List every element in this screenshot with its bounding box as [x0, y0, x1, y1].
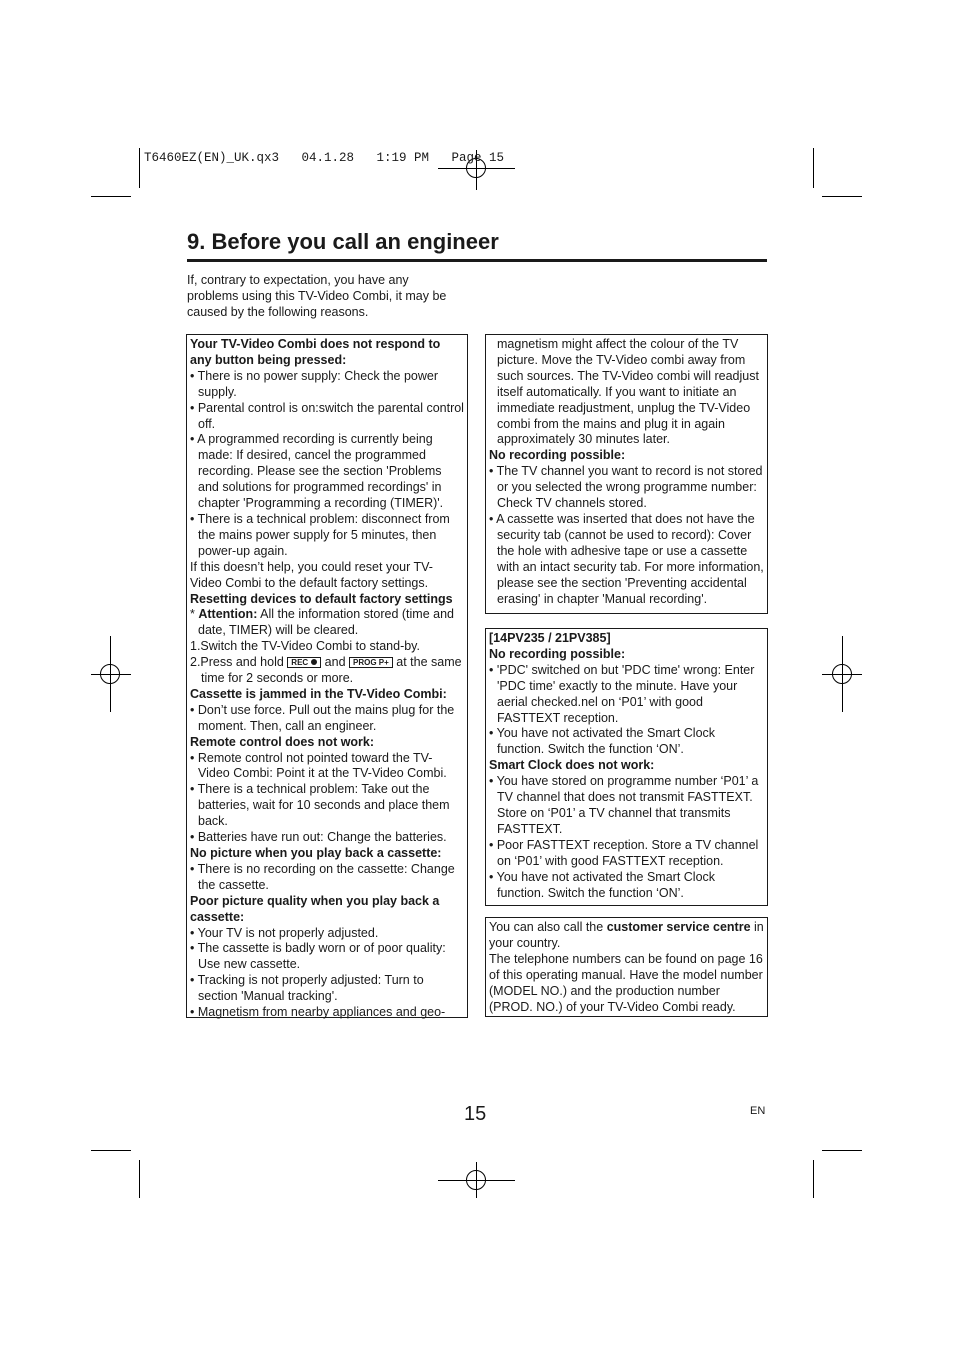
- list-item: • Your TV is not properly adjusted.: [190, 925, 379, 940]
- crop-mark: [822, 196, 862, 197]
- list-item: • Parental control is on:switch the parental control off.: [190, 400, 464, 431]
- crop-mark: [139, 148, 140, 188]
- list-item: • There is a technical problem: Take out the batteries, wait for 10 seconds and place them back.: [190, 782, 450, 829]
- list-item: • Don’t use force. Pull out the mains plug for the moment. Then, call an engineer.: [190, 702, 455, 733]
- attention-note: * Attention: All the information stored (time and date, TIMER) will be cleared.: [190, 607, 454, 638]
- service-details: The telephone numbers can be found on page 16 of this operating manual. Have the model number (MODEL NO.) and the production number (PROD. NO.) of your TV-Video Combi ready.: [489, 951, 763, 1014]
- list-item: • The cassette is badly worn or of poor quality: Use new cassette.: [190, 941, 446, 972]
- step-item: 2.Press and hold REC and PROG P+ at the same time for 2 seconds or more.: [190, 655, 462, 686]
- list-item: • You have not activated the Smart Clock function. Switch the function ‘ON’.: [489, 726, 716, 757]
- list-item: • You have not activated the Smart Clock function. Switch the function ‘ON’.: [489, 869, 716, 900]
- list-item: • A cassette was inserted that does not have the security tab (cannot be used to record): Cover the hole with adhesive tape or use a cassette with an intact security tab. For more information, please see the section 'Preventing accidental erasing' in chapter 'Manual recording'.: [489, 511, 764, 606]
- page-title: 9. Before you call an engineer: [187, 229, 499, 254]
- customer-service-label: customer service centre: [606, 920, 751, 934]
- list-item: • The TV channel you want to record is not stored or you selected the wrong programme number: Check TV channels stored.: [489, 464, 763, 511]
- attention-label: Attention:: [198, 607, 258, 622]
- service-text: You can also call the customer service centre in your country.: [489, 920, 764, 950]
- title-rule: [187, 259, 767, 262]
- list-item: • Poor FASTTEXT reception. Store a TV channel on ‘P01’ with good FASTTEXT reception.: [489, 837, 759, 868]
- list-item: • There is no recording on the cassette: Change the cassette.: [190, 861, 455, 892]
- rec-key-label: REC: [287, 657, 321, 668]
- continued-text: magnetism might affect the colour of the TV picture. Move the TV-Video combi away from such sources. The TV-Video combi will readjust itself automatically. If you want to initiate an immediate readjustment, unplug the TV-Video combi from the mains and plug it in again approximately 30 minutes later.: [497, 337, 759, 447]
- print-slug: T6460EZ(EN)_UK.qx3 04.1.28 1:19 PM Page 15: [144, 151, 505, 165]
- crop-mark: [813, 1160, 814, 1198]
- section-heading: Resetting devices to default factory settings: [190, 591, 453, 606]
- record-dot-icon: [311, 659, 317, 665]
- list-item: • Batteries have run out: Change the batteries.: [190, 830, 447, 845]
- troubleshooting-box-right-1: [485, 334, 768, 614]
- section-heading: Poor picture quality when you play back a cassette:: [190, 893, 440, 924]
- section-heading: Remote control does not work:: [190, 734, 375, 749]
- list-item: • Tracking is not properly adjusted: Turn to section 'Manual tracking'.: [190, 973, 424, 1004]
- list-item: • There is no power supply: Check the power supply.: [190, 368, 439, 399]
- list-item: • Remote control not pointed toward the TV-Video Combi: Point it at the TV-Video Combi.: [190, 750, 447, 781]
- troubleshooting-box-left: [186, 334, 468, 1018]
- list-item: • You have stored on programme number ‘P01’ a TV channel that does not transmit FASTTEXT. Store on ‘P01’ a TV channel that transmits FASTTEXT.: [489, 774, 759, 836]
- list-item: • 'PDC' switched on but 'PDC time' wrong: Enter 'PDC time' exactly to the minute. Have your aerial checked.nel on ‘P01’ with good FASTTEXT reception.: [489, 662, 755, 725]
- section-heading: Your TV-Video Combi does not respond to any button being pressed:: [190, 337, 441, 367]
- crop-mark: [813, 148, 814, 188]
- step-item: 1.Switch the TV-Video Combi to stand-by.: [190, 639, 420, 654]
- troubleshooting-box-right-2: [485, 628, 768, 906]
- language-code: EN: [750, 1105, 766, 1117]
- page-number: 15: [464, 1103, 487, 1125]
- crop-mark: [139, 1160, 140, 1198]
- crop-mark: [91, 196, 131, 197]
- model-numbers: [14PV235 / 21PV385]: [489, 631, 611, 645]
- crop-mark: [91, 1150, 131, 1151]
- intro-text: If, contrary to expectation, you have any problems using this TV-Video Combi, it may be caused by the following reasons.: [187, 273, 447, 319]
- list-item: • A programmed recording is currently being made: If desired, cancel the programmed recording. Please see the section 'Problems and solutions for programmed recordings' in chapter 'Programming a recording (TIMER)'.: [190, 432, 444, 511]
- list-item: • There is a technical problem: disconnect from the mains power supply for 5 minutes, then power-up again.: [190, 511, 450, 558]
- section-heading: Smart Clock does not work:: [489, 758, 655, 773]
- crop-mark: [822, 1150, 862, 1151]
- section-heading: No picture when you play back a cassette:: [190, 846, 442, 860]
- note-text: If this doesn’t help, you could reset your TV-Video Combi to the default factory settings.: [190, 559, 433, 590]
- customer-service-box: [485, 917, 768, 1017]
- prog-key-label: PROG P+: [349, 657, 393, 668]
- section-heading: Cassette is jammed in the TV-Video Combi:: [190, 686, 447, 701]
- list-item: • Magnetism from nearby appliances and geo-: [190, 1005, 446, 1020]
- section-heading: No recording possible:: [489, 646, 626, 661]
- section-heading: No recording possible:: [489, 448, 626, 463]
